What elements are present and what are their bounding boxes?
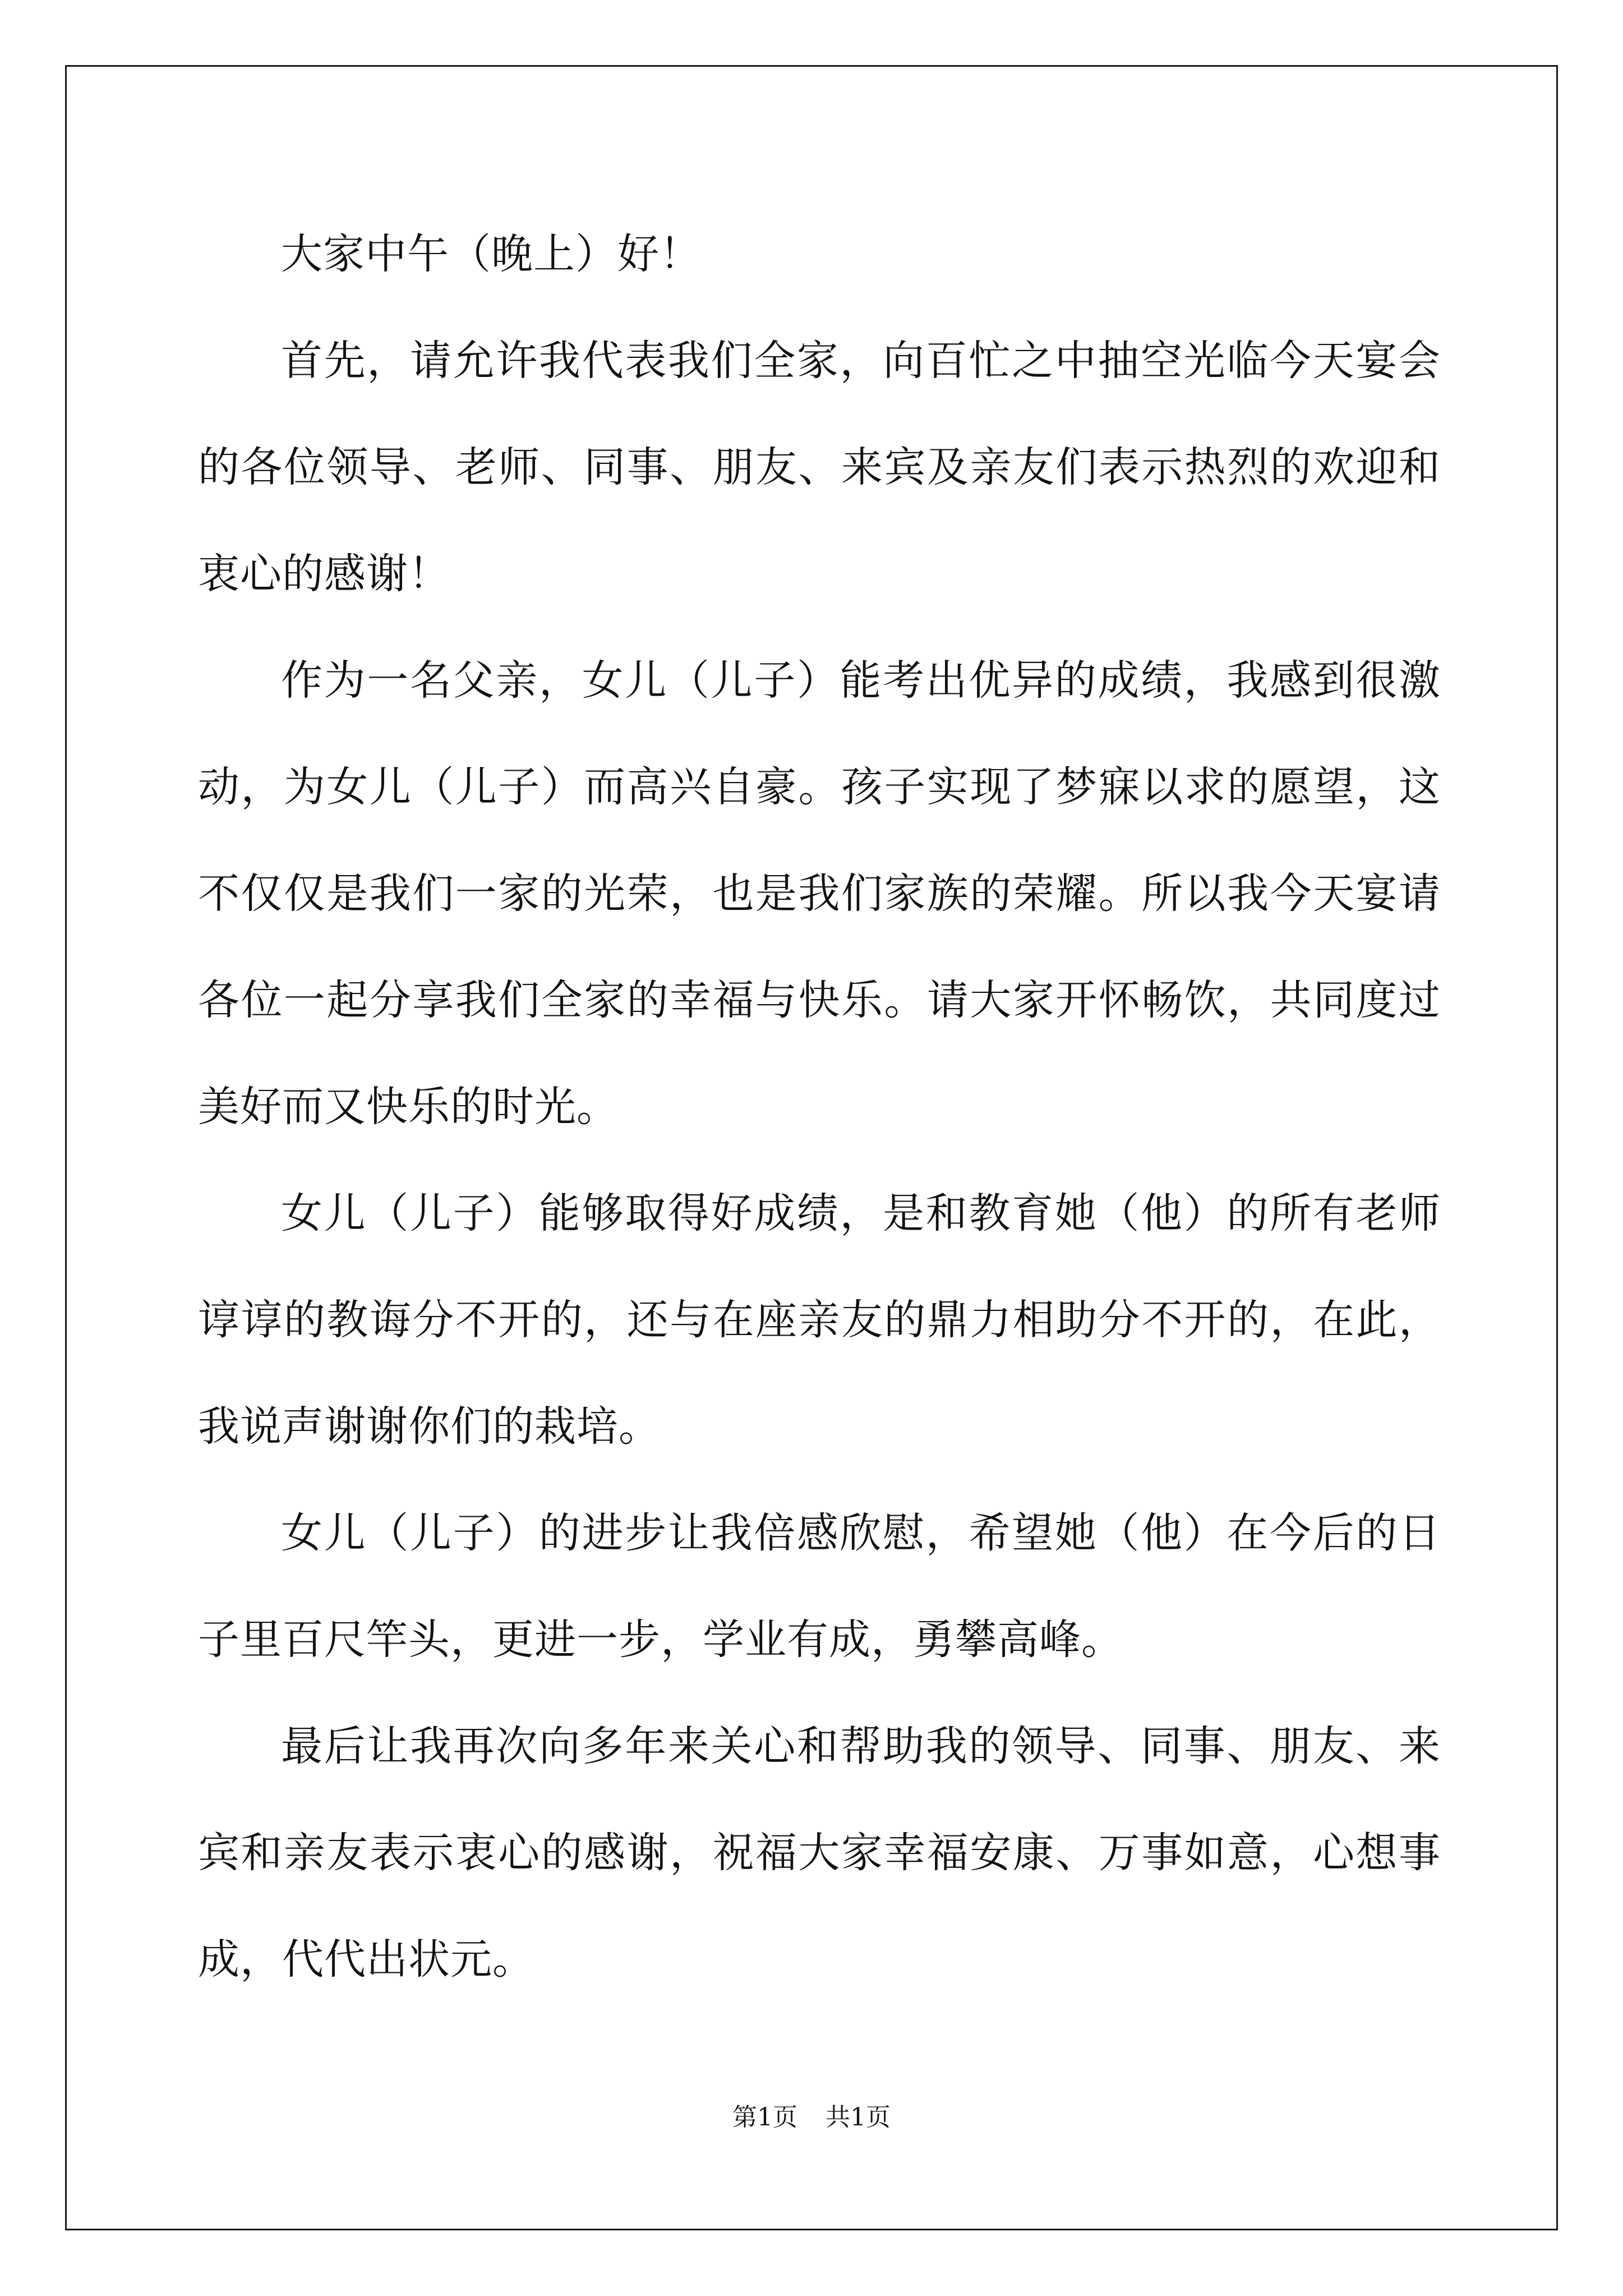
page-footer	[0, 2101, 1623, 2134]
paragraph-closing: 最后让我再次向多年来关心和帮助我的领导、同事、朋友、来宾和亲友表示衷心的感谢，祝福大家幸福安康、万事如意，心想事成，代代出状元。	[198, 1722, 1441, 1984]
paragraph-greeting: 大家中午（晚上）好！	[281, 230, 702, 278]
paragraph-wishes: 女儿（儿子）的进步让我倍感欣慰，希望她（他）在今后的日子里百尺竿头，更进一步，学业有成，勇攀高峰。	[198, 1509, 1441, 1664]
page-number-current: 第1页	[732, 2103, 797, 2132]
paragraph-pride: 作为一名父亲，女儿（儿子）能考出优异的成绩，我感到很激动，为女儿（儿子）而高兴自豪。孩子实现了梦寐以求的愿望，这不仅仅是我们一家的光荣，也是我们家族的荣耀。所以我今天宴请各位一起分享我们全家的幸福与快乐。请大家开怀畅饮，共同度过美好而又快乐的时光。	[198, 656, 1441, 1131]
paragraph-welcome: 首先，请允许我代表我们全家，向百忙之中抽空光临今天宴会的各位领导、老师、同事、朋友、来宾及亲友们表示热烈的欢迎和衷心的感谢！	[198, 337, 1441, 598]
paragraph-teachers: 女儿（儿子）能够取得好成绩，是和教育她（他）的所有老师谆谆的教诲分不开的，还与在座亲友的鼎力相助分不开的，在此，我说声谢谢你们的栽培。	[198, 1189, 1441, 1451]
page-number-total: 共1页	[826, 2103, 891, 2132]
document-body	[198, 201, 1441, 2013]
